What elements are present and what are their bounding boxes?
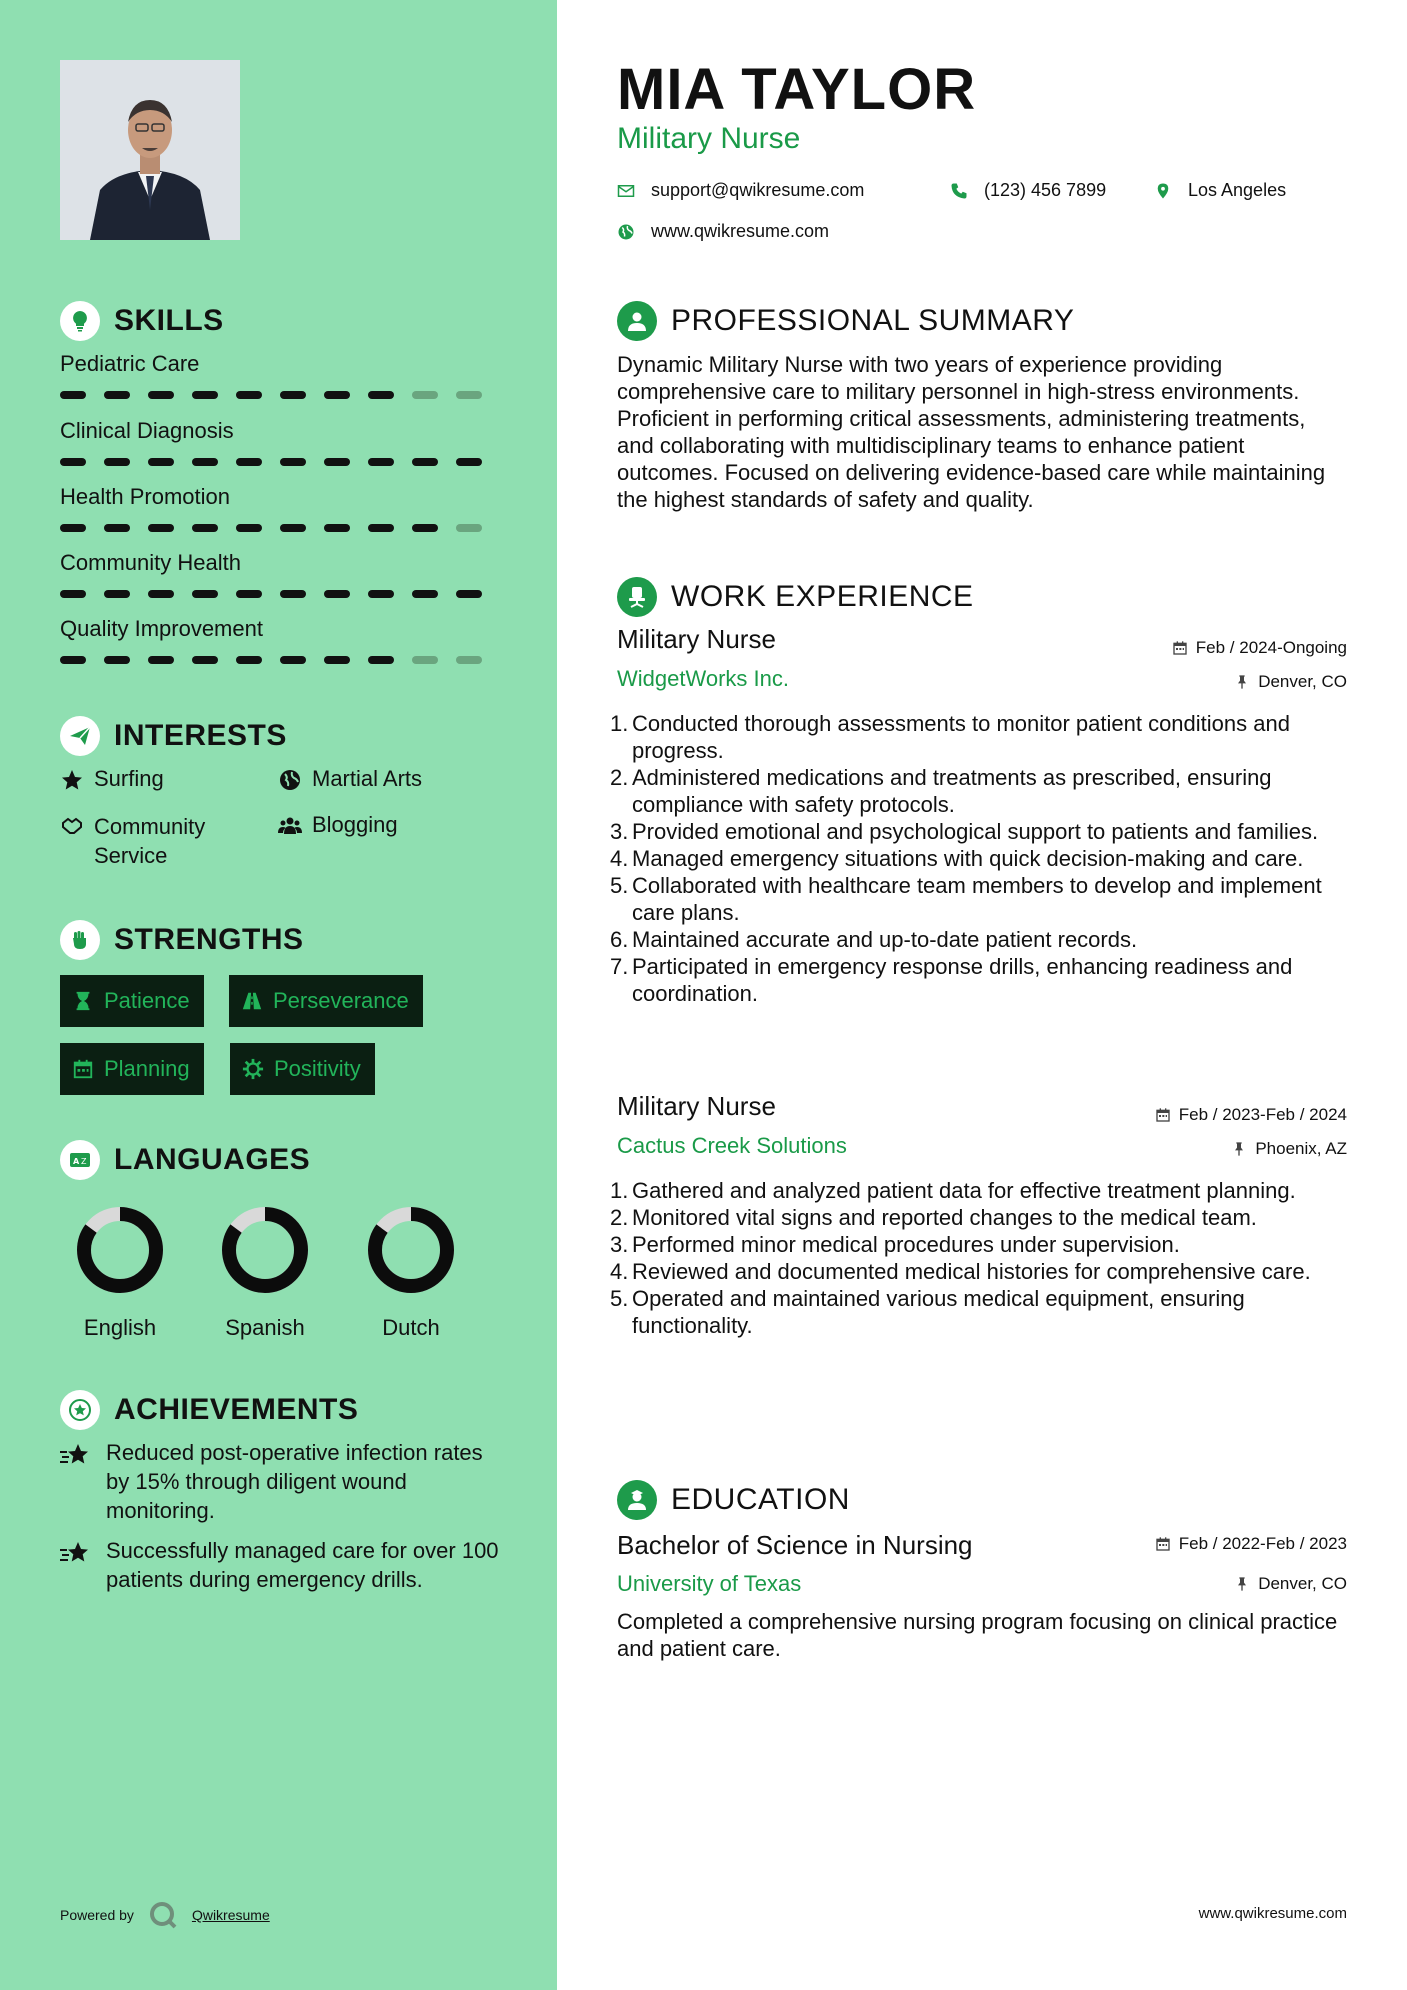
job-date: Feb / 2023-Feb / 2024 [1155,1105,1347,1125]
calendar-icon [1172,640,1188,656]
education-school: University of Texas [617,1571,802,1596]
skill-name: Clinical Diagnosis [60,418,234,443]
skill-dash [104,458,130,466]
list-number: 2. [610,765,629,790]
gear-icon [242,1058,264,1080]
interests-heading: INTERESTS [60,716,287,756]
skill-dash [236,524,262,532]
skill-item [60,351,500,399]
list-item: 7. Participated in emergency response drills, enhancing readiness and coordination. [610,954,1293,1006]
skill-dash [280,458,306,466]
svg-text:A: A [73,1157,80,1166]
hourglass-icon [72,990,94,1012]
translate-icon [60,1140,100,1180]
skill-dash [192,458,218,466]
skill-dash [280,524,306,532]
summary-heading: PROFESSIONAL SUMMARY [617,301,1074,341]
skill-item [60,418,500,466]
skill-level-bar [60,590,500,598]
skill-dash [412,590,438,598]
list-item: 3. Provided emotional and psychological support to patients and families. [610,819,1319,844]
achievement-item: Reduced post-operative infection rates by 15% through diligent wound monitoring. [60,1438,500,1525]
job-title: Military Nurse [617,1091,776,1121]
pushpin-icon [1234,1576,1250,1592]
list-number: 2. [610,1205,629,1230]
list-number: 5. [610,1286,629,1311]
skill-level-bar [60,458,500,466]
skill-dash [412,391,438,399]
job-location: Denver, CO [1234,672,1347,692]
list-item: 1. Gathered and analyzed patient data for effective treatment planning. [610,1178,1296,1203]
map-pin-icon [1154,182,1172,200]
phone-icon [950,182,968,200]
list-item: 4. Reviewed and documented medical histories for comprehensive care. [610,1259,1311,1284]
skill-dash [456,458,482,466]
skill-item [60,484,500,532]
language-level-ring [220,1205,310,1295]
skill-name: Health Promotion [60,484,230,509]
job-duties-list [610,1177,1355,1339]
list-item: 2. Monitored vital signs and reported changes to the medical team. [610,1205,1257,1230]
interest-item-community-service: Community Service [60,812,205,870]
list-number: 7. [610,954,629,979]
skill-dash [104,391,130,399]
skill-dash [148,524,174,532]
office-chair-icon [617,577,657,617]
list-item: 3. Performed minor medical procedures under supervision. [610,1232,1180,1257]
skill-dash [412,458,438,466]
contact-location: Los Angeles [1154,180,1286,201]
list-number: 4. [610,1259,629,1284]
list-number: 4. [610,846,629,871]
handshake-icon [60,814,84,838]
shooting-star-icon [60,1442,92,1470]
language-level-ring [75,1205,165,1295]
skill-dash [368,524,394,532]
skill-dash [412,656,438,664]
list-item: 5. Collaborated with healthcare team members to develop and implement care plans. [610,873,1322,925]
candidate-name: MIA TAYLOR [617,57,977,122]
star-icon [60,768,84,792]
shooting-star-icon [60,1540,92,1568]
language-item [50,1205,190,1341]
list-item: 6. Maintained accurate and up-to-date patient records. [610,927,1138,952]
profile-photo [60,60,240,240]
achievement-item: Successfully managed care for over 100 patients during emergency drills. [60,1536,500,1594]
skill-item [60,616,500,664]
skill-dash [104,590,130,598]
list-number: 1. [610,711,629,736]
skill-dash [148,391,174,399]
interest-item-blogging: Blogging [278,812,398,838]
person-portrait-icon [60,60,240,240]
skill-dash [456,656,482,664]
skill-dash [60,391,86,399]
strength-tag-perseverance: Perseverance [229,975,423,1027]
skills-heading: SKILLS [60,301,224,341]
language-name: Dutch [382,1315,440,1340]
list-item: 5. Operated and maintained various medical equipment, ensuring functionality. [610,1286,1245,1338]
skill-dash [412,524,438,532]
qwikresume-link[interactable]: Qwikresume [191,1907,270,1923]
skill-dash [280,391,306,399]
road-icon [241,990,263,1012]
skill-dash [148,458,174,466]
languages-heading: A Z LANGUAGES [60,1140,310,1180]
education-heading: EDUCATION [617,1480,850,1520]
skill-dash [324,458,350,466]
skill-dash [192,656,218,664]
list-number: 3. [610,819,629,844]
job-title: Military Nurse [617,624,776,654]
globe-icon [278,768,302,792]
calendar-icon [72,1058,94,1080]
candidate-role: Military Nurse [617,122,801,155]
job-location: Phoenix, AZ [1231,1139,1347,1159]
job-date: Feb / 2024-Ongoing [1172,638,1347,658]
strength-tag-planning: Planning [60,1043,204,1095]
skill-dash [104,524,130,532]
skill-dash [236,391,262,399]
skill-dash [60,656,86,664]
language-name: English [83,1315,157,1340]
list-item: 1. Conducted thorough assessments to monitor patient conditions and progress. [610,711,1290,763]
fist-icon [60,920,100,960]
list-number: 5. [610,873,629,898]
strength-tag-patience: Patience [60,975,204,1027]
skill-dash [192,590,218,598]
qwikresume-logo-icon [148,1900,178,1930]
skill-dash [148,656,174,664]
users-icon [278,814,302,838]
achievements-heading: ACHIEVEMENTS [60,1390,358,1430]
skill-name: Pediatric Care [60,351,200,376]
pushpin-icon [1234,674,1250,690]
skill-dash [236,458,262,466]
interest-item-surfing: Surfing [60,766,164,792]
calendar-icon [1155,1107,1171,1123]
skill-dash [368,391,394,399]
skill-dash [236,656,262,664]
list-number: 6. [610,927,629,952]
skill-dash [60,590,86,598]
skill-dash [236,590,262,598]
skill-dash [192,391,218,399]
education-location: Denver, CO [1234,1574,1347,1594]
strength-tag-positivity: Positivity [230,1043,375,1095]
skill-dash [368,656,394,664]
interest-item-martial-arts: Martial Arts [278,766,422,792]
list-item: 4. Managed emergency situations with quick decision-making and care. [610,846,1304,871]
skill-dash [456,524,482,532]
skill-item [60,550,500,598]
skill-dash [324,524,350,532]
skill-level-bar [60,524,500,532]
star-badge-icon [60,1390,100,1430]
skill-dash [324,590,350,598]
calendar-icon [1155,1536,1171,1552]
language-item [195,1205,335,1341]
globe-icon [617,223,635,241]
pushpin-icon [1231,1141,1247,1157]
language-level-ring [366,1205,456,1295]
envelope-icon [617,182,635,200]
graduate-icon [617,1480,657,1520]
skill-dash [456,391,482,399]
list-number: 1. [610,1178,629,1203]
contact-email[interactable]: support@qwikresume.com [617,180,864,201]
education-date: Feb / 2022-Feb / 2023 [1155,1534,1347,1554]
svg-text:Z: Z [81,1157,87,1166]
skill-dash [148,590,174,598]
skill-dash [456,590,482,598]
skill-dash [192,524,218,532]
strengths-heading: STRENGTHS [60,920,304,960]
skill-dash [280,590,306,598]
contact-website[interactable]: www.qwikresume.com [617,221,829,242]
user-icon [617,301,657,341]
skill-dash [104,656,130,664]
job-company: WidgetWorks Inc. [617,666,789,691]
main-content [557,0,1407,1990]
skill-dash [368,590,394,598]
sidebar [0,0,557,1990]
skill-dash [368,458,394,466]
list-item: 2. Administered medications and treatments as prescribed, ensuring compliance with safety protocols. [610,765,1272,817]
lightbulb-icon [60,301,100,341]
skill-level-bar [60,656,500,664]
skill-dash [60,524,86,532]
skill-name: Community Health [60,550,241,575]
summary-text: Dynamic Military Nurse with two years of experience providing comprehensive care to military personnel in high-stress environments. Proficient in performing critical assessments, administering treatments, and collaborating with multidisciplinary teams to enhance patient outcomes. Focused on delivering evidence-based care while maintaining the highest standards of safety and quality. [617,352,1326,512]
job-duties-list [610,710,1355,1007]
language-name: Spanish [225,1315,305,1340]
contact-phone[interactable]: (123) 456 7899 [950,180,1106,201]
job-company: Cactus Creek Solutions [617,1133,847,1158]
skill-dash [280,656,306,664]
powered-by: Powered by Qwikresume [60,1900,270,1930]
language-item [341,1205,481,1341]
list-number: 3. [610,1232,629,1257]
education-degree: Bachelor of Science in Nursing [617,1530,973,1560]
experience-heading: WORK EXPERIENCE [617,577,974,617]
skill-dash [324,391,350,399]
footer-url[interactable]: www.qwikresume.com [1198,1905,1347,1922]
education-description: Completed a comprehensive nursing program focusing on clinical practice and patient care. [617,1609,1338,1661]
skill-level-bar [60,391,500,399]
skill-dash [60,458,86,466]
paper-plane-icon [60,716,100,756]
skill-name: Quality Improvement [60,616,263,641]
skill-dash [324,656,350,664]
